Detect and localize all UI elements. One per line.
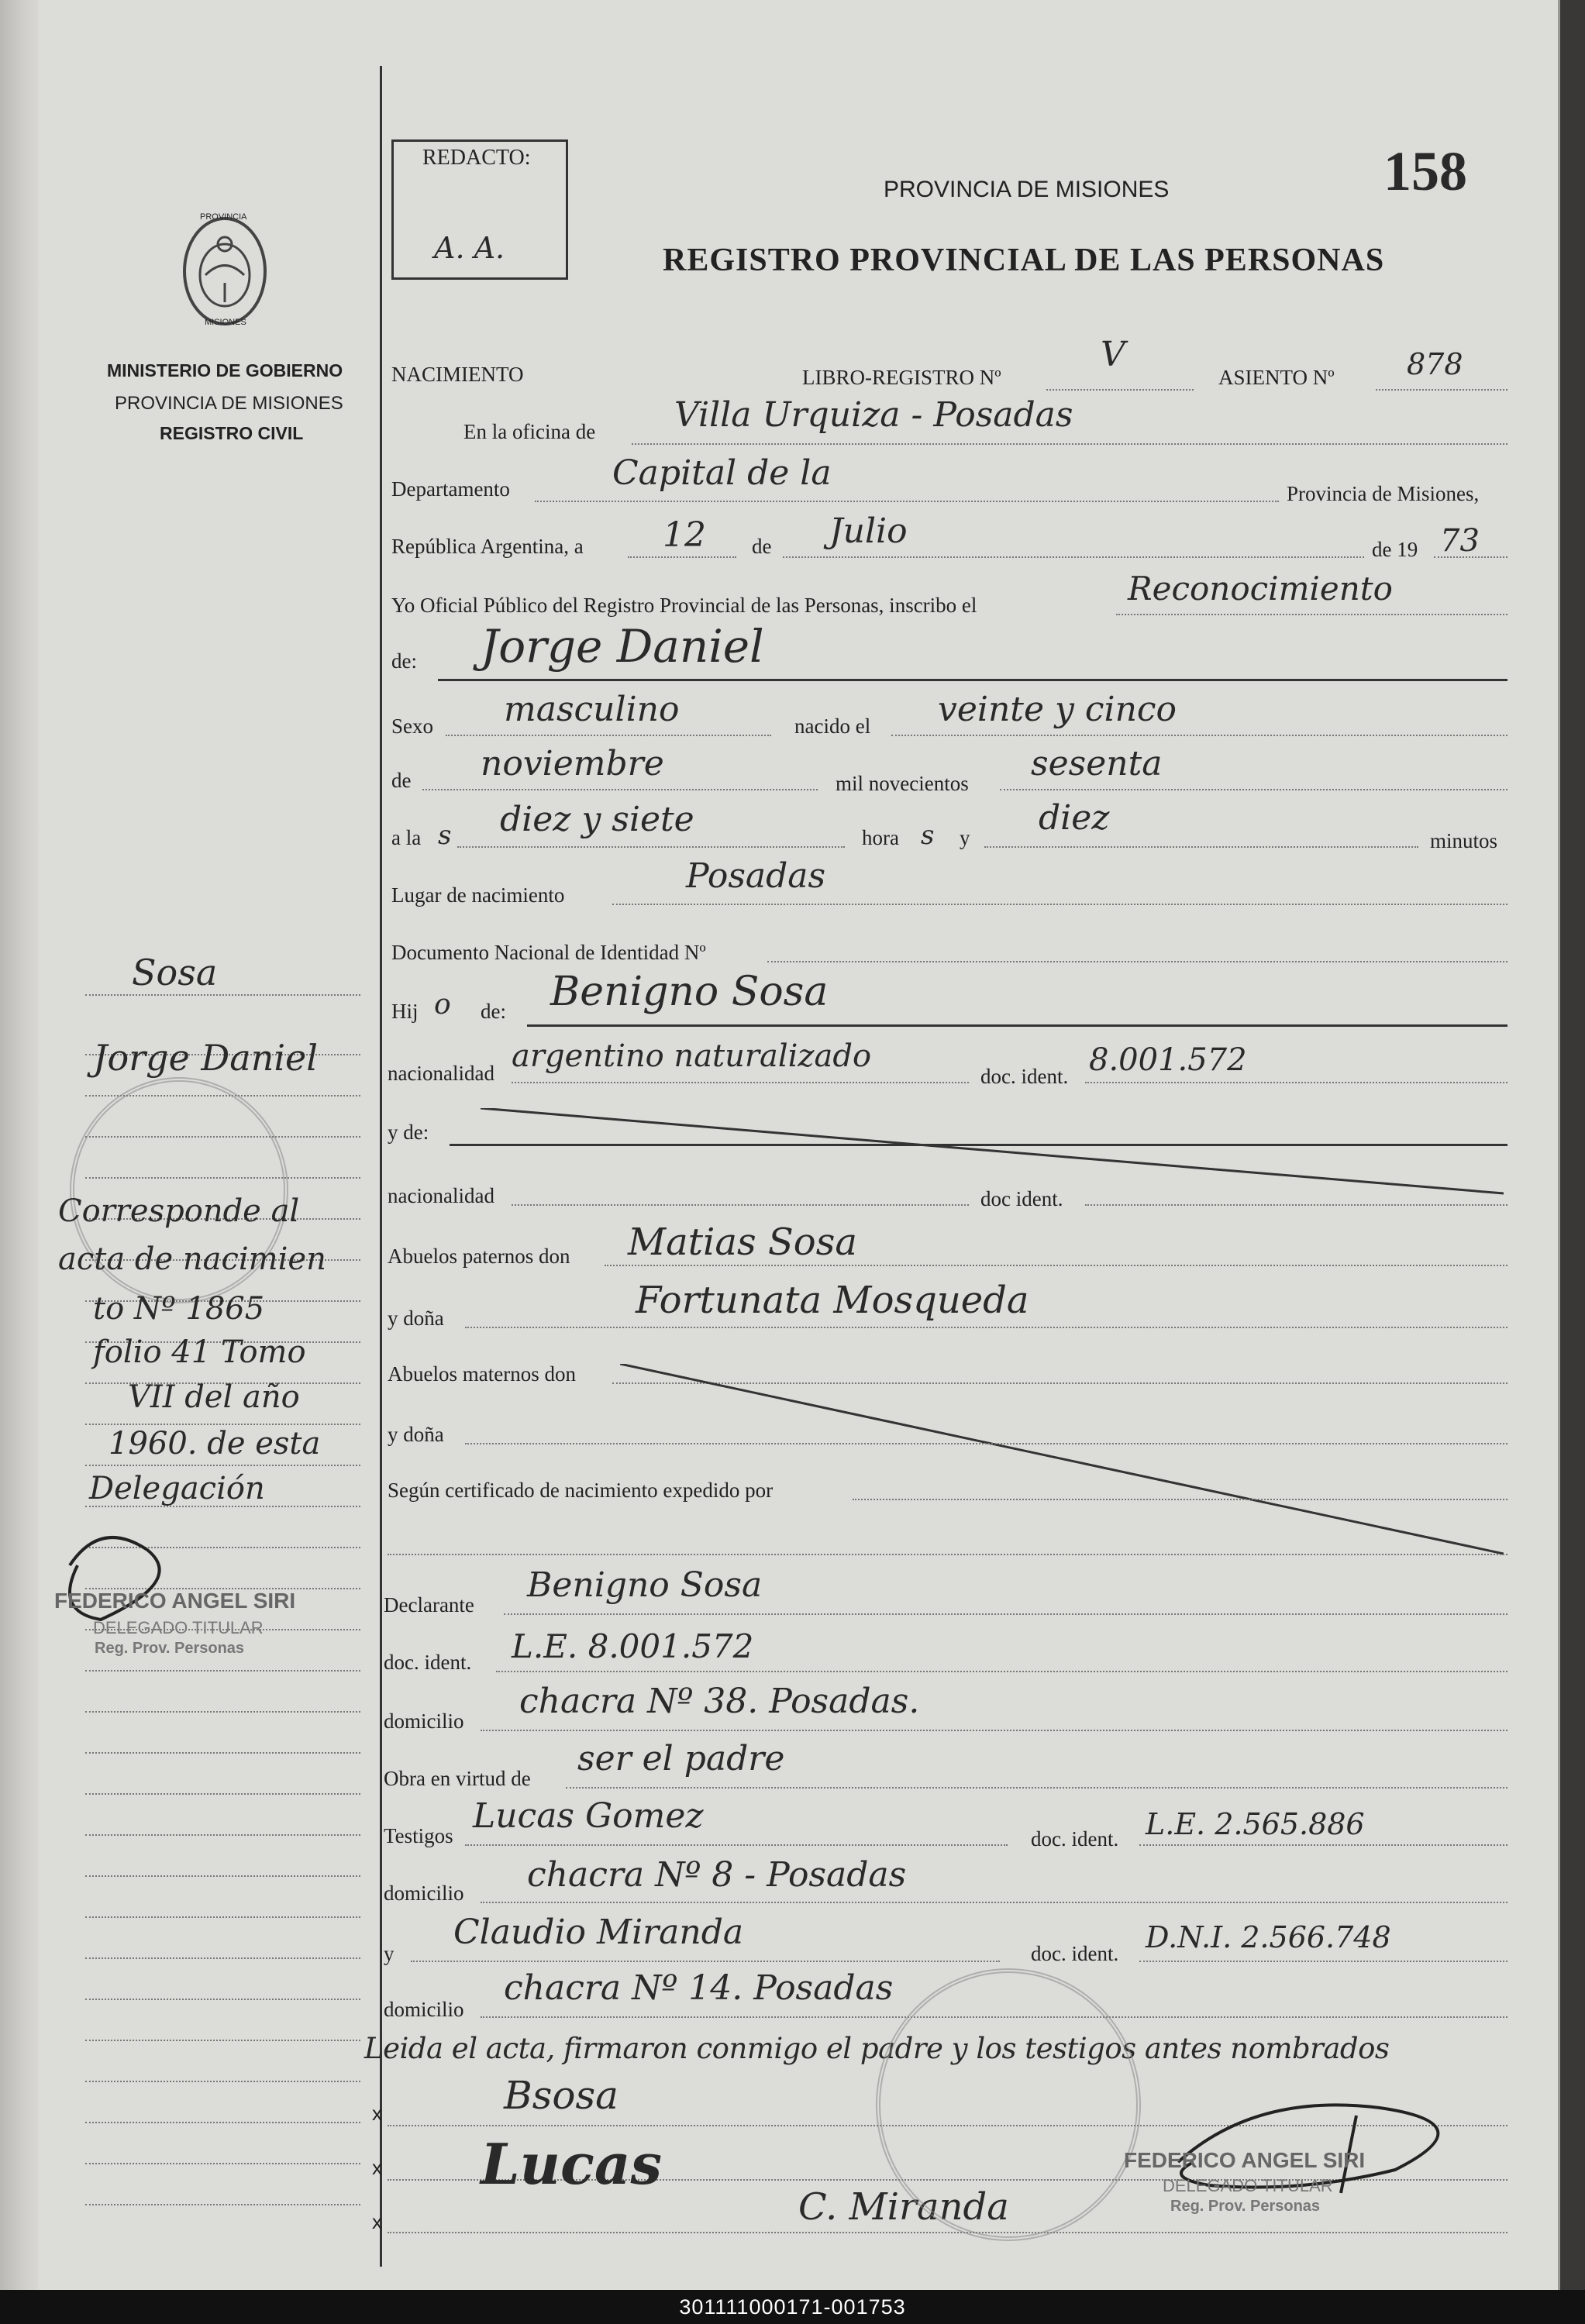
horas-value: diez y siete bbox=[500, 800, 694, 839]
margin-surname: Sosa bbox=[132, 952, 218, 993]
abuelos-pat-label: Abuelos paternos don bbox=[388, 1245, 570, 1268]
domicilio3-label: domicilio bbox=[384, 1998, 464, 2021]
margin-stamp-office: Reg. Prov. Personas bbox=[95, 1640, 245, 1657]
domicilio2-value: chacra Nº 8 - Posadas bbox=[527, 1855, 907, 1895]
redacto-value: A. A. bbox=[434, 231, 505, 265]
dia-value: 12 bbox=[663, 515, 706, 555]
testigos-label: Testigos bbox=[384, 1824, 453, 1847]
declarante-value: Benigno Sosa bbox=[527, 1565, 763, 1605]
domicilio-value: chacra Nº 38. Posadas. bbox=[519, 1682, 920, 1721]
margin-note-line4: folio 41 Tomo bbox=[93, 1334, 306, 1370]
docident-label: doc. ident. bbox=[980, 1065, 1069, 1088]
bottom-stamp-role: DELEGADO TITULAR bbox=[1163, 2176, 1333, 2195]
oficina-label: En la oficina de bbox=[463, 420, 596, 443]
nacido-label: nacido el bbox=[794, 714, 871, 738]
asiento-label: ASIENTO Nº bbox=[1218, 366, 1335, 389]
margin-stamp-name: FEDERICO ANGEL SIRI bbox=[54, 1589, 296, 1613]
redacto-label: REDACTO: bbox=[422, 146, 531, 170]
book-binding bbox=[0, 0, 39, 2290]
oficial-label: Yo Oficial Público del Registro Provincial de las Personas, inscribo el bbox=[391, 594, 977, 617]
test2-doc-label: doc. ident. bbox=[1031, 1942, 1119, 1965]
de-label: de bbox=[752, 535, 772, 558]
anio-nac-value: sesenta bbox=[1031, 744, 1163, 783]
margin-note-line3: to Nº 1865 bbox=[93, 1291, 265, 1327]
archive-code: 301111000171-001753 bbox=[679, 2295, 906, 2319]
closing-statement: Leida el acta, firmaron conmigo el padre y los testigos antes nombrados bbox=[364, 2032, 1390, 2065]
dni-label: Documento Nacional de Identidad Nº bbox=[391, 941, 706, 964]
sexo-value: masculino bbox=[504, 690, 680, 729]
abuelos-mat-label: Abuelos maternos don bbox=[388, 1362, 576, 1386]
ministry-line1: MINISTERIO DE GOBIERNO bbox=[107, 360, 343, 380]
test1-doc-value: L.E. 2.565.886 bbox=[1146, 1807, 1365, 1841]
yde-label: y de: bbox=[388, 1121, 429, 1144]
anio-label: de 19 bbox=[1372, 538, 1418, 561]
ydona-label: y doña bbox=[388, 1307, 444, 1330]
signature-testigo: Lucas bbox=[481, 2131, 662, 2197]
sexo-label: Sexo bbox=[391, 714, 433, 738]
official-round-stamp bbox=[876, 1968, 1141, 2241]
testigo2-value: Claudio Miranda bbox=[453, 1913, 744, 1952]
page-title: REGISTRO PROVINCIAL DE LAS PERSONAS bbox=[663, 243, 1385, 278]
libro-label: LIBRO-REGISTRO Nº bbox=[802, 366, 1001, 389]
obra-value: ser el padre bbox=[577, 1739, 785, 1778]
test1-doc-label: doc. ident. bbox=[1031, 1827, 1119, 1851]
minutos-label: minutos bbox=[1430, 829, 1498, 852]
seal-bottom-text: MISIONES bbox=[205, 318, 246, 327]
abuela-pat-value: Fortunata Mosqueda bbox=[636, 1279, 1029, 1322]
margin-divider bbox=[380, 66, 382, 2267]
minutos-value: diez bbox=[1039, 798, 1110, 838]
nacionalidad2-label: nacionalidad bbox=[388, 1184, 494, 1207]
margin-note-line2: acta de nacimien bbox=[58, 1241, 326, 1277]
republica-label: República Argentina, a bbox=[391, 535, 584, 558]
test2-doc-value: D.N.I. 2.566.748 bbox=[1146, 1920, 1391, 1954]
signature-testigo2: C. Miranda bbox=[798, 2185, 1009, 2229]
sig-x-2: x bbox=[372, 2156, 382, 2179]
nacionalidad-value: argentino naturalizado bbox=[512, 1038, 872, 1074]
bottom-stamp-office: Reg. Prov. Personas bbox=[1170, 2198, 1321, 2215]
bottom-stamp-name: FEDERICO ANGEL SIRI bbox=[1124, 2148, 1366, 2172]
domicilio2-label: domicilio bbox=[384, 1882, 464, 1905]
ministry-line3: REGISTRO CIVIL bbox=[160, 423, 304, 443]
ydona2-label: y doña bbox=[388, 1423, 444, 1446]
nacionalidad-label: nacionalidad bbox=[388, 1062, 494, 1085]
alas-label: a la bbox=[391, 826, 422, 849]
margin-note-line1: Corresponde al bbox=[58, 1193, 300, 1229]
de2-label: de: bbox=[391, 649, 417, 673]
nombre-value: Jorge Daniel bbox=[481, 620, 764, 673]
hij-label: Hij bbox=[391, 1000, 419, 1023]
padre-value: Benigno Sosa bbox=[550, 969, 829, 1015]
margin-stamp-role: DELEGADO TITULAR bbox=[93, 1618, 264, 1637]
domicilio3-value: chacra Nº 14. Posadas bbox=[504, 1968, 894, 2008]
oficina-value: Villa Urquiza - Posadas bbox=[674, 395, 1073, 435]
testigo1-value: Lucas Gomez bbox=[473, 1796, 704, 1836]
signature-declarante: Bsosa bbox=[504, 2073, 618, 2118]
seal-top-text: PROVINCIA bbox=[200, 212, 247, 222]
nacimiento-label: NACIMIENTO bbox=[391, 363, 524, 386]
mil-label: mil novecientos bbox=[836, 772, 969, 795]
margin-note-line7: Delegación bbox=[89, 1471, 265, 1506]
page-number: 158 bbox=[1383, 140, 1467, 202]
de3-label: de bbox=[391, 769, 412, 792]
abuelo-pat-value: Matias Sosa bbox=[628, 1221, 857, 1264]
domicilio-label: domicilio bbox=[384, 1709, 464, 1733]
sig-x-3: x bbox=[372, 2210, 382, 2233]
docident2-label: doc ident. bbox=[980, 1187, 1063, 1210]
asiento-value: 878 bbox=[1407, 347, 1463, 381]
archive-code-bar bbox=[0, 2290, 1585, 2324]
provincia-label: Provincia de Misiones, bbox=[1287, 482, 1480, 505]
margin-note-line6: 1960. de esta bbox=[109, 1426, 321, 1462]
segun-label: Según certificado de nacimiento expedido por bbox=[388, 1479, 774, 1502]
sig-x-1: x bbox=[372, 2102, 382, 2125]
alas-suffix: s bbox=[438, 820, 452, 851]
lugar-label: Lugar de nacimiento bbox=[391, 883, 565, 907]
margin-given-names: Jorge Daniel bbox=[93, 1037, 318, 1079]
coat-of-arms-seal bbox=[174, 209, 275, 333]
y-label: y bbox=[960, 826, 970, 849]
nacido-value: veinte y cinco bbox=[938, 690, 1177, 729]
y2-label: y bbox=[384, 1942, 395, 1965]
hora-suffix: s bbox=[921, 820, 935, 851]
ministry-line2: PROVINCIA DE MISIONES bbox=[115, 393, 343, 414]
mes-nac-value: noviembre bbox=[481, 744, 664, 783]
obra-label: Obra en virtud de bbox=[384, 1767, 531, 1790]
margin-signature-loop bbox=[54, 1519, 194, 1631]
mes-value: Julio bbox=[829, 511, 908, 551]
declarante-label: Declarante bbox=[384, 1593, 474, 1616]
departamento-label: Departamento bbox=[391, 477, 510, 501]
libro-value: V bbox=[1101, 335, 1125, 374]
hora-label: hora bbox=[862, 826, 899, 849]
margin-note-line5: VII del año bbox=[128, 1379, 300, 1415]
abuelos-strike-line bbox=[620, 1364, 1504, 1561]
de4-label: de: bbox=[481, 1000, 506, 1023]
lugar-value: Posadas bbox=[686, 856, 826, 896]
province-heading: PROVINCIA DE MISIONES bbox=[884, 177, 1170, 202]
hij-suffix: o bbox=[434, 989, 451, 1021]
decl-doc-value: L.E. 8.001.572 bbox=[512, 1627, 754, 1665]
docident-value: 8.001.572 bbox=[1089, 1042, 1247, 1078]
departamento-value: Capital de la bbox=[612, 453, 832, 493]
anio-value: 73 bbox=[1440, 523, 1480, 559]
decl-doc-label: doc. ident. bbox=[384, 1651, 472, 1674]
inscribo-value: Reconocimiento bbox=[1128, 570, 1393, 608]
